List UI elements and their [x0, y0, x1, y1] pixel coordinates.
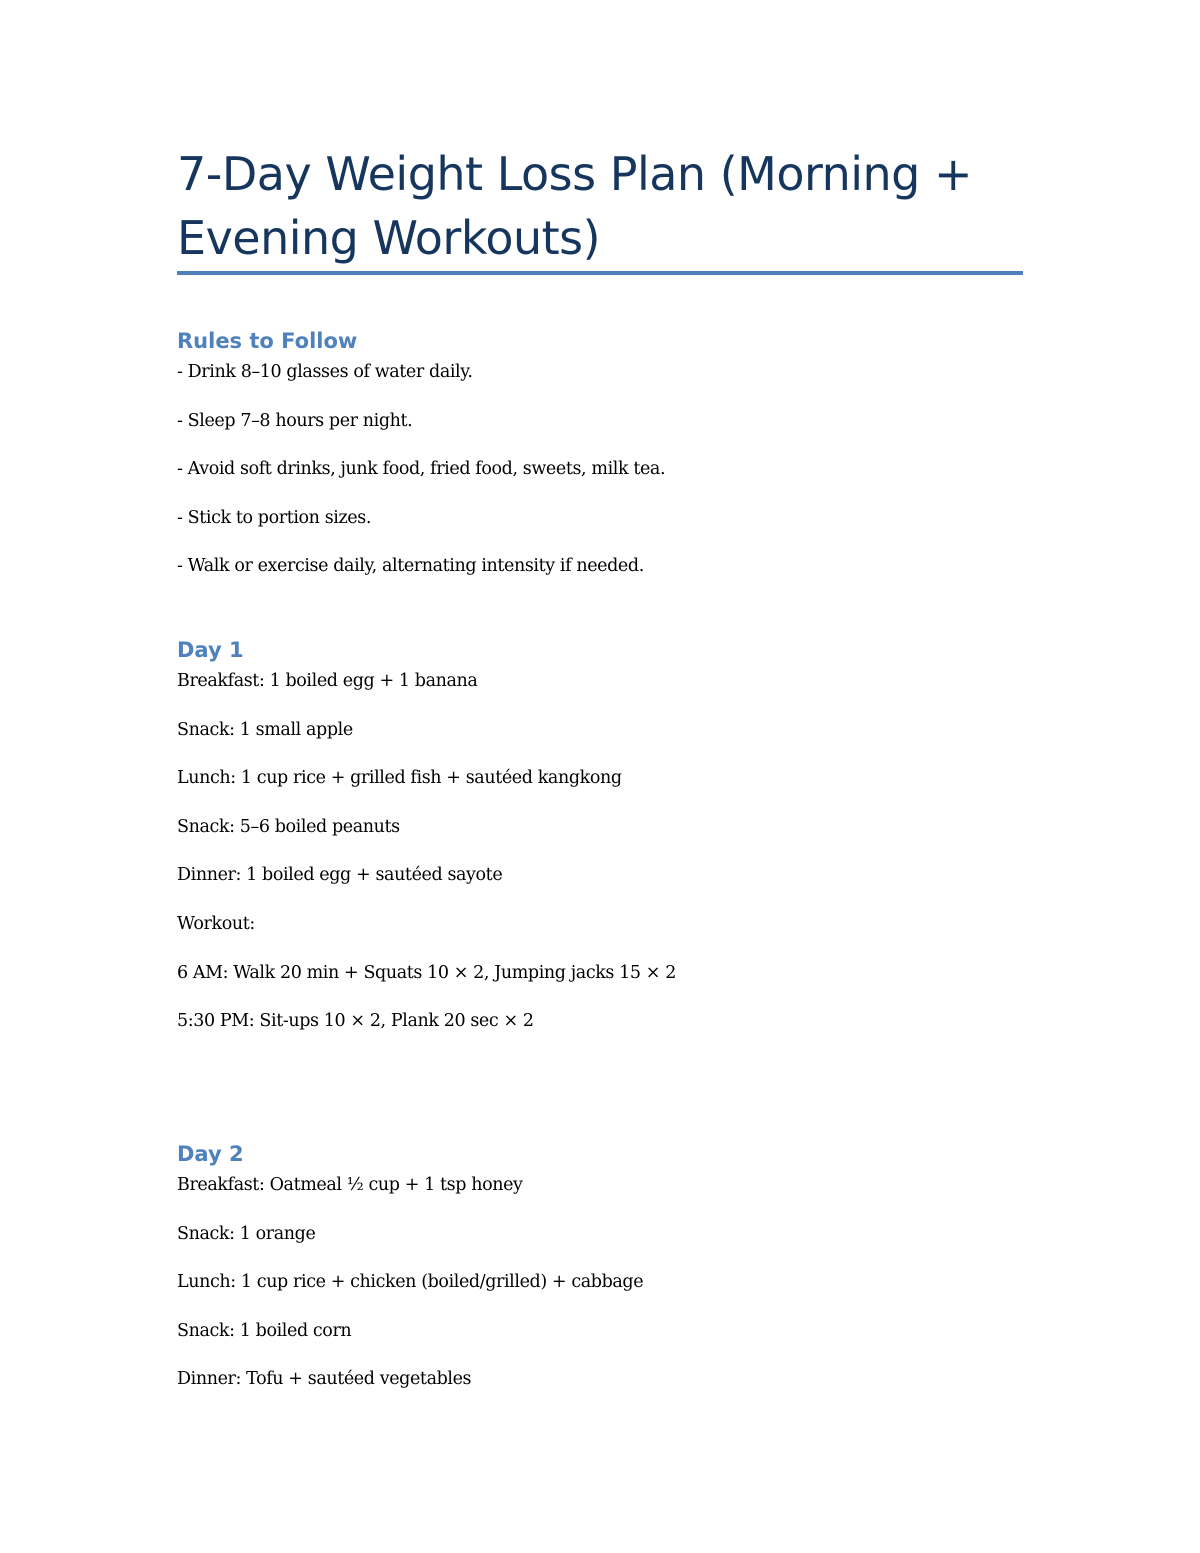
workout-line: 5:30 PM: Sit-ups 10 × 2, Plank 20 sec × 2 — [177, 1011, 534, 1032]
section-rules — [177, 324, 1023, 601]
meal-line: Lunch: 1 cup rice + grilled fish + sautéed kangkong — [177, 768, 622, 789]
section-heading-rules: Rules to Follow — [177, 329, 358, 353]
workout-label: Workout: — [177, 913, 255, 934]
meal-line: Dinner: Tofu + sautéed vegetables — [177, 1369, 472, 1390]
rule-item: - Sleep 7–8 hours per night. — [177, 410, 413, 431]
rule-item: - Drink 8–10 glasses of water daily. — [177, 362, 473, 382]
day-1-list — [177, 667, 1023, 1056]
section-heading-day-2: Day 2 — [177, 1142, 244, 1166]
meal-line: Breakfast: 1 boiled egg + 1 banana — [177, 671, 478, 691]
workout-line: 6 AM: Walk 20 min + Squats 10 × 2, Jumping jacks 15 × 2 — [177, 962, 676, 983]
title-underline — [177, 271, 1023, 275]
section-heading-day-1: Day 1 — [177, 638, 244, 662]
meal-line: Lunch: 1 cup rice + chicken (boiled/grilled) + cabbage — [177, 1272, 644, 1293]
meal-line: Snack: 1 boiled corn — [177, 1320, 352, 1341]
rules-list — [177, 358, 1023, 601]
meal-line: Snack: 5–6 boiled peanuts — [177, 816, 400, 837]
meal-line: Breakfast: Oatmeal ½ cup + 1 tsp honey — [177, 1175, 523, 1195]
day-2-list — [177, 1171, 1023, 1414]
section-day-1 — [177, 633, 1023, 1056]
rule-item: - Walk or exercise daily, alternating intensity if needed. — [177, 556, 644, 577]
meal-line: Dinner: 1 boiled egg + sautéed sayote — [177, 865, 503, 886]
rule-item: - Stick to portion sizes. — [177, 507, 371, 528]
rule-item: - Avoid soft drinks, junk food, fried food, sweets, milk tea. — [177, 459, 666, 480]
meal-line: Snack: 1 orange — [177, 1223, 316, 1244]
meal-line: Snack: 1 small apple — [177, 719, 353, 740]
document-title: 7-Day Weight Loss Plan (Morning + Evening Workouts) — [177, 147, 973, 265]
section-day-2 — [177, 1137, 1023, 1414]
